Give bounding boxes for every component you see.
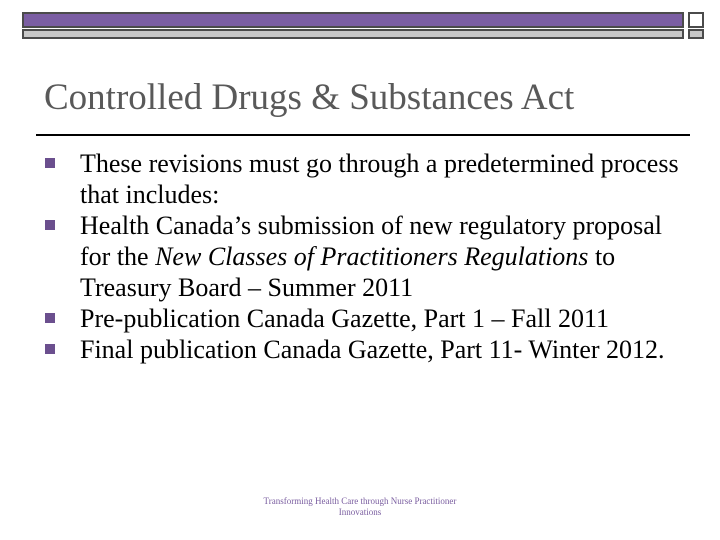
bullet-text-segment: Pre-publication Canada Gazette, Part 1 – Fall 2011 — [80, 304, 610, 333]
bullet-text-italic-segment: New Classes of Practitioners Regulations — [155, 242, 589, 271]
square-bullet-icon — [45, 344, 55, 354]
header-decoration-square-shadow — [688, 29, 704, 39]
bullet-list — [44, 148, 684, 365]
square-bullet-icon — [45, 313, 55, 323]
bullet-item — [44, 334, 684, 365]
bullet-text-segment: Final publication Canada Gazette, Part 11- Winter 2012. — [80, 335, 665, 364]
bullet-text — [80, 149, 679, 209]
square-bullet-icon — [45, 158, 55, 168]
square-bullet-icon — [45, 220, 55, 230]
header-decoration-bar — [22, 12, 684, 28]
bullet-text — [80, 304, 609, 333]
bullet-text-segment: These revisions must go through a predetermined process that includes: — [80, 149, 679, 209]
header-decoration-square — [688, 12, 704, 28]
bullet-text — [80, 211, 662, 302]
bullet-text-segment: to Treasury Board – Summer 2011 — [80, 242, 616, 302]
bullet-text — [80, 335, 665, 364]
bullet-item — [44, 210, 684, 303]
bullet-text-segment: Health Canada’s submission of new regulatory proposal for the — [80, 211, 662, 271]
slide-footer: Transforming Health Care through Nurse Practitioner Innovations — [263, 496, 457, 517]
slide-title: Controlled Drugs & Substances Act — [44, 77, 575, 118]
header-decoration-shadow-bar — [22, 29, 684, 39]
title-divider — [36, 134, 690, 136]
bullet-item — [44, 148, 684, 210]
bullet-item — [44, 303, 684, 334]
